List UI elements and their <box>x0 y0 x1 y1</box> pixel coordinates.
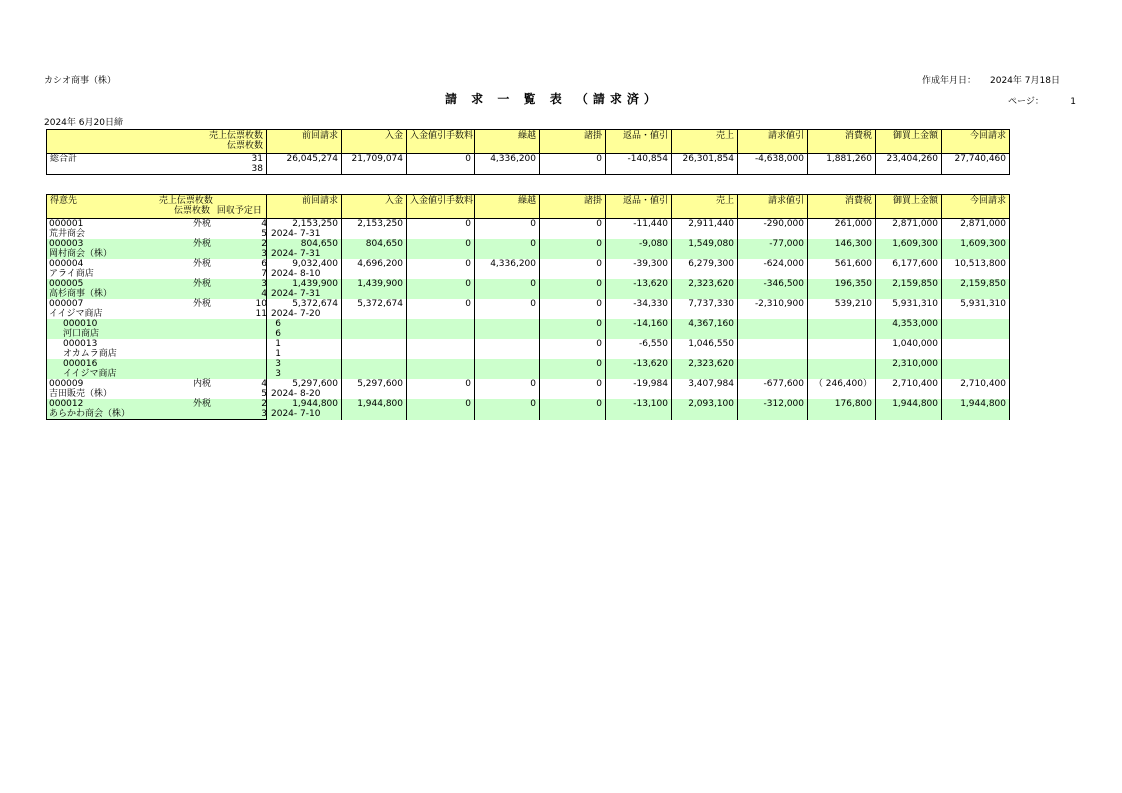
tax-type: 外税 <box>193 219 212 229</box>
cell-carryover: 0 <box>475 299 540 319</box>
cell-payment-fee <box>407 339 475 359</box>
cell-misc: 0 <box>540 239 606 259</box>
customer-name: 吉田販売（株） <box>49 389 113 399</box>
summary-header-slips <box>47 130 267 154</box>
summary-total-label: 総合計 <box>50 154 78 164</box>
tax-type: 外税 <box>193 399 212 409</box>
cell-sales: 2,093,100 <box>672 399 738 420</box>
customer-cell <box>47 259 267 269</box>
report-title: 請 求 一 覧 表 （請求済） <box>445 92 661 106</box>
header-sales: 売上 <box>672 195 738 219</box>
table-row <box>47 399 1079 409</box>
detail-header-row <box>47 195 1079 219</box>
sales-slip-count: 3 <box>261 279 267 289</box>
header-prev-billing: 前回請求 <box>267 195 342 219</box>
cell-misc: 0 <box>540 379 606 399</box>
cell-sales: 2,323,620 <box>672 279 738 299</box>
customer-cell <box>47 319 281 329</box>
summary-header-row <box>47 130 1079 154</box>
cell-returns: -6,550 <box>606 339 672 359</box>
sales-slip-count: 10 <box>255 299 267 309</box>
cell-tax: 146,300 <box>808 239 876 259</box>
cell-sales: 1,549,080 <box>672 239 738 259</box>
cell-returns: -11,440 <box>606 219 672 240</box>
cell-payment-fee: 0 <box>407 239 475 259</box>
cell-tax: 539,210 <box>808 299 876 319</box>
cell-current-billing <box>942 339 1010 359</box>
cell-payment-fee <box>407 359 475 379</box>
cell-payment-fee: 0 <box>407 299 475 319</box>
cell-purchase-total: 2,710,400 <box>876 379 942 399</box>
table-row <box>47 339 1079 349</box>
cell-billing-discount: -290,000 <box>738 219 808 240</box>
due-date: 2024- 8-10 <box>271 269 321 279</box>
summary-payment-fee: 0 <box>407 154 475 165</box>
summary-current-billing: 27,740,460 <box>942 154 1010 165</box>
sales-slip-count: 6 <box>275 319 281 329</box>
cell-tax: 176,800 <box>808 399 876 420</box>
cell-billing-discount: -2,310,900 <box>738 299 808 319</box>
cell-returns: -9,080 <box>606 239 672 259</box>
table-row <box>47 279 1079 289</box>
header-sales-slips: 売上伝票枚数 <box>158 196 213 206</box>
cell-purchase-total: 4,353,000 <box>876 319 942 339</box>
cell-billing-discount: -677,600 <box>738 379 808 399</box>
tax-type: 外税 <box>193 239 212 249</box>
cell-misc: 0 <box>540 219 606 240</box>
slip-count: 11 <box>255 309 267 319</box>
header-purchase-total: 御買上金額 <box>876 130 942 154</box>
cell-current-billing: 10,513,800 <box>942 259 1010 279</box>
summary-sales: 26,301,854 <box>672 154 738 165</box>
customer-name-cell <box>47 349 281 359</box>
customer-name-cell <box>47 369 281 379</box>
cell-payment: 5,372,674 <box>342 299 407 319</box>
customer-name: アライ商店 <box>49 269 94 279</box>
cell-purchase-total: 2,159,850 <box>876 279 942 299</box>
header-tax: 消費税 <box>808 195 876 219</box>
cell-misc: 0 <box>540 259 606 279</box>
cell-billing-discount: -312,000 <box>738 399 808 420</box>
tax-type: 外税 <box>193 279 212 289</box>
customer-name-cell <box>47 389 321 399</box>
customer-code: 000012 <box>49 399 84 409</box>
cell-payment-fee: 0 <box>407 399 475 420</box>
cell-returns: -19,984 <box>606 379 672 399</box>
cell-prev-billing: 5,372,674 <box>267 299 342 319</box>
sales-slip-count: 4 <box>261 379 267 389</box>
due-date: 2024- 8-20 <box>271 389 321 399</box>
cell-sales: 2,911,440 <box>672 219 738 240</box>
summary-misc: 0 <box>540 154 606 165</box>
cell-purchase-total: 1,040,000 <box>876 339 942 359</box>
customer-name-cell <box>47 309 321 319</box>
customer-code: 000001 <box>49 219 84 229</box>
cell-payment: 5,297,600 <box>342 379 407 399</box>
cell-returns: -13,620 <box>606 359 672 379</box>
cell-billing-discount: -346,500 <box>738 279 808 299</box>
cell-carryover <box>475 339 540 359</box>
summary-payment: 21,709,074 <box>342 154 407 165</box>
customer-name: あらかわ商会（株） <box>49 409 131 419</box>
cell-tax <box>808 339 876 359</box>
table-row <box>47 219 1079 230</box>
customer-code: 000007 <box>49 299 84 309</box>
sales-slip-count: 1 <box>275 339 281 349</box>
cell-payment: 2,153,250 <box>342 219 407 240</box>
cell-current-billing: 2,710,400 <box>942 379 1010 399</box>
cell-purchase-total: 1,944,800 <box>876 399 942 420</box>
table-row <box>47 379 1079 389</box>
cell-returns: -34,330 <box>606 299 672 319</box>
customer-name-cell <box>47 329 281 339</box>
customer-code: 000016 <box>63 359 98 369</box>
header-tax: 消費税 <box>808 130 876 154</box>
header-due-date: 回収予定日 <box>216 206 262 216</box>
cell-carryover <box>475 359 540 379</box>
header-payment: 入金 <box>342 195 407 219</box>
customer-name-cell <box>47 409 321 420</box>
header-customer: 得意先 <box>50 196 78 206</box>
header-prev-billing: 前回請求 <box>267 130 342 154</box>
customer-cell <box>47 219 267 230</box>
table-row <box>47 299 1079 309</box>
customer-cell <box>47 359 281 369</box>
cell-tax: （ 246,400） <box>808 379 876 399</box>
summary-total-row <box>47 154 1079 165</box>
created-date: 2024年 7月18日 <box>990 76 1060 86</box>
cell-sales: 2,323,620 <box>672 359 738 379</box>
header-billing-discount: 請求値引 <box>738 195 808 219</box>
customer-code: 000005 <box>49 279 84 289</box>
tax-type: 外税 <box>193 259 212 269</box>
table-row <box>47 239 1079 249</box>
slip-count: 7 <box>261 269 267 279</box>
cell-carryover <box>475 319 540 339</box>
header-misc: 諸掛 <box>540 130 606 154</box>
detail-header-customer-block <box>47 195 267 219</box>
detail-body <box>47 219 1079 420</box>
customer-name: 岡村商会（株） <box>49 249 113 259</box>
summary-tax: 1,881,260 <box>808 154 876 165</box>
cell-prev-billing: 9,032,400 <box>267 259 342 279</box>
cell-carryover: 4,336,200 <box>475 259 540 279</box>
cutoff-date: 2024年 6月20日締 <box>44 118 123 128</box>
cell-sales: 6,279,300 <box>672 259 738 279</box>
customer-name: 高杉商事（株） <box>49 289 113 299</box>
cell-payment-fee: 0 <box>407 279 475 299</box>
cell-misc: 0 <box>540 319 606 339</box>
cell-misc: 0 <box>540 399 606 420</box>
header-returns: 返品・値引 <box>606 130 672 154</box>
cell-payment: 1,944,800 <box>342 399 407 420</box>
cell-returns: -13,620 <box>606 279 672 299</box>
header-slips: 伝票枚数 <box>173 206 210 216</box>
tax-type: 外税 <box>193 299 212 309</box>
header-purchase-total: 御買上金額 <box>876 195 942 219</box>
header-sales: 売上 <box>672 130 738 154</box>
header-billing-discount: 請求値引 <box>738 130 808 154</box>
cell-billing-discount: -77,000 <box>738 239 808 259</box>
summary-total-label-cell <box>47 154 267 165</box>
cell-current-billing: 1,609,300 <box>942 239 1010 259</box>
cell-tax: 261,000 <box>808 219 876 240</box>
customer-code: 000010 <box>63 319 98 329</box>
sales-slip-count: 6 <box>261 259 267 269</box>
cell-payment <box>342 339 407 359</box>
header-payment-fee: 入金値引手数料 <box>407 195 475 219</box>
due-date: 2024- 7-31 <box>271 229 321 239</box>
cell-carryover: 0 <box>475 399 540 420</box>
cell-sales: 1,046,550 <box>672 339 738 359</box>
created-date-label: 作成年月日： <box>922 76 977 86</box>
sales-slip-count: 3 <box>275 359 281 369</box>
cell-tax <box>808 319 876 339</box>
customer-name: オカムラ商店 <box>63 349 117 359</box>
due-date: 2024- 7-31 <box>271 249 321 259</box>
customer-name-cell <box>47 229 321 239</box>
cell-purchase-total: 2,871,000 <box>876 219 942 240</box>
cell-payment: 4,696,200 <box>342 259 407 279</box>
cell-payment <box>342 319 407 339</box>
customer-cell <box>47 339 281 349</box>
customer-code: 000004 <box>49 259 84 269</box>
header-payment: 入金 <box>342 130 407 154</box>
customer-name-cell <box>47 289 321 299</box>
company-name: カシオ商事（株） <box>44 76 117 86</box>
table-row <box>47 359 1079 369</box>
header-returns: 返品・値引 <box>606 195 672 219</box>
detail-table <box>46 194 1079 420</box>
slip-count: 5 <box>261 229 267 239</box>
cell-billing-discount: -624,000 <box>738 259 808 279</box>
slip-count: 6 <box>275 329 281 339</box>
cell-sales: 3,407,984 <box>672 379 738 399</box>
cell-carryover: 0 <box>475 279 540 299</box>
summary-returns: -140,854 <box>606 154 672 165</box>
table-row <box>47 259 1079 269</box>
cell-returns: -13,100 <box>606 399 672 420</box>
summary-total-subrow <box>47 164 1079 175</box>
cell-prev-billing: 1,944,800 <box>267 399 342 420</box>
cell-prev-billing: 1,439,900 <box>267 279 342 299</box>
customer-cell <box>47 399 267 409</box>
customer-name: 河口商店 <box>63 329 100 339</box>
header-sales-slips: 売上伝票枚数 <box>208 131 263 141</box>
customer-name: イイジマ商店 <box>63 369 117 379</box>
cell-returns: -39,300 <box>606 259 672 279</box>
cell-tax <box>808 359 876 379</box>
cell-purchase-total: 1,609,300 <box>876 239 942 259</box>
customer-code: 000009 <box>49 379 84 389</box>
header-slips: 伝票枚数 <box>226 141 263 151</box>
cell-carryover: 0 <box>475 219 540 240</box>
cell-misc: 0 <box>540 359 606 379</box>
cell-misc: 0 <box>540 339 606 359</box>
cell-purchase-total: 5,931,310 <box>876 299 942 319</box>
customer-name: イイジマ商店 <box>49 309 103 319</box>
page-label: ページ： <box>1008 97 1044 107</box>
header-misc: 諸掛 <box>540 195 606 219</box>
cell-payment-fee: 0 <box>407 379 475 399</box>
cell-payment: 804,650 <box>342 239 407 259</box>
summary-prev-billing: 26,045,274 <box>267 154 342 165</box>
summary-sales-slips: 31 <box>251 154 263 164</box>
cell-purchase-total: 2,310,000 <box>876 359 942 379</box>
customer-name-cell <box>47 269 321 279</box>
slip-count: 5 <box>261 389 267 399</box>
cell-prev-billing: 2,153,250 <box>267 219 342 240</box>
cell-current-billing <box>942 359 1010 379</box>
slip-count: 4 <box>261 289 267 299</box>
cell-tax: 196,350 <box>808 279 876 299</box>
due-date: 2024- 7-20 <box>271 309 321 319</box>
cell-billing-discount <box>738 319 808 339</box>
cell-current-billing: 2,159,850 <box>942 279 1010 299</box>
cell-payment <box>342 359 407 379</box>
customer-cell <box>47 379 267 389</box>
cell-billing-discount <box>738 359 808 379</box>
summary-table <box>46 129 1079 175</box>
sales-slip-count: 4 <box>261 219 267 229</box>
tax-type: 内税 <box>193 379 212 389</box>
cell-misc: 0 <box>540 279 606 299</box>
cell-current-billing <box>942 319 1010 339</box>
due-date: 2024- 7-31 <box>271 289 321 299</box>
cell-prev-billing: 5,297,600 <box>267 379 342 399</box>
cell-returns: -14,160 <box>606 319 672 339</box>
summary-purchase-total: 23,404,260 <box>876 154 942 165</box>
cell-carryover: 0 <box>475 379 540 399</box>
cell-misc: 0 <box>540 299 606 319</box>
cell-tax: 561,600 <box>808 259 876 279</box>
cell-current-billing: 2,871,000 <box>942 219 1010 240</box>
summary-slips: 38 <box>47 164 267 175</box>
cell-billing-discount <box>738 339 808 359</box>
sales-slip-count: 2 <box>261 239 267 249</box>
cell-purchase-total: 6,177,600 <box>876 259 942 279</box>
summary-billing-discount: -4,638,000 <box>738 154 808 165</box>
header-payment-fee: 入金値引手数料 <box>407 130 475 154</box>
customer-cell <box>47 299 267 309</box>
cell-sales: 4,367,160 <box>672 319 738 339</box>
slip-count: 3 <box>261 409 267 419</box>
customer-code: 000013 <box>63 339 98 349</box>
cell-prev-billing: 804,650 <box>267 239 342 259</box>
slip-count: 3 <box>261 249 267 259</box>
cell-current-billing: 5,931,310 <box>942 299 1010 319</box>
slip-count: 3 <box>275 369 281 379</box>
table-row <box>47 319 1079 329</box>
cell-carryover: 0 <box>475 239 540 259</box>
due-date: 2024- 7-10 <box>271 409 321 419</box>
sales-slip-count: 2 <box>261 399 267 409</box>
cell-sales: 7,737,330 <box>672 299 738 319</box>
header-carryover: 繰越 <box>475 130 540 154</box>
cell-payment: 1,439,900 <box>342 279 407 299</box>
page-number: 1 <box>1070 97 1076 107</box>
summary-carryover: 4,336,200 <box>475 154 540 165</box>
cell-current-billing: 1,944,800 <box>942 399 1010 420</box>
customer-name-cell <box>47 249 321 259</box>
cell-payment-fee <box>407 319 475 339</box>
slip-count: 1 <box>275 349 281 359</box>
header-current-billing: 今回請求 <box>942 130 1010 154</box>
cell-payment-fee: 0 <box>407 219 475 240</box>
customer-cell <box>47 279 267 289</box>
header-current-billing: 今回請求 <box>942 195 1010 219</box>
customer-code: 000003 <box>49 239 84 249</box>
customer-cell <box>47 239 267 249</box>
customer-name: 荒井商会 <box>49 229 86 239</box>
cell-payment-fee: 0 <box>407 259 475 279</box>
header-carryover: 繰越 <box>475 195 540 219</box>
